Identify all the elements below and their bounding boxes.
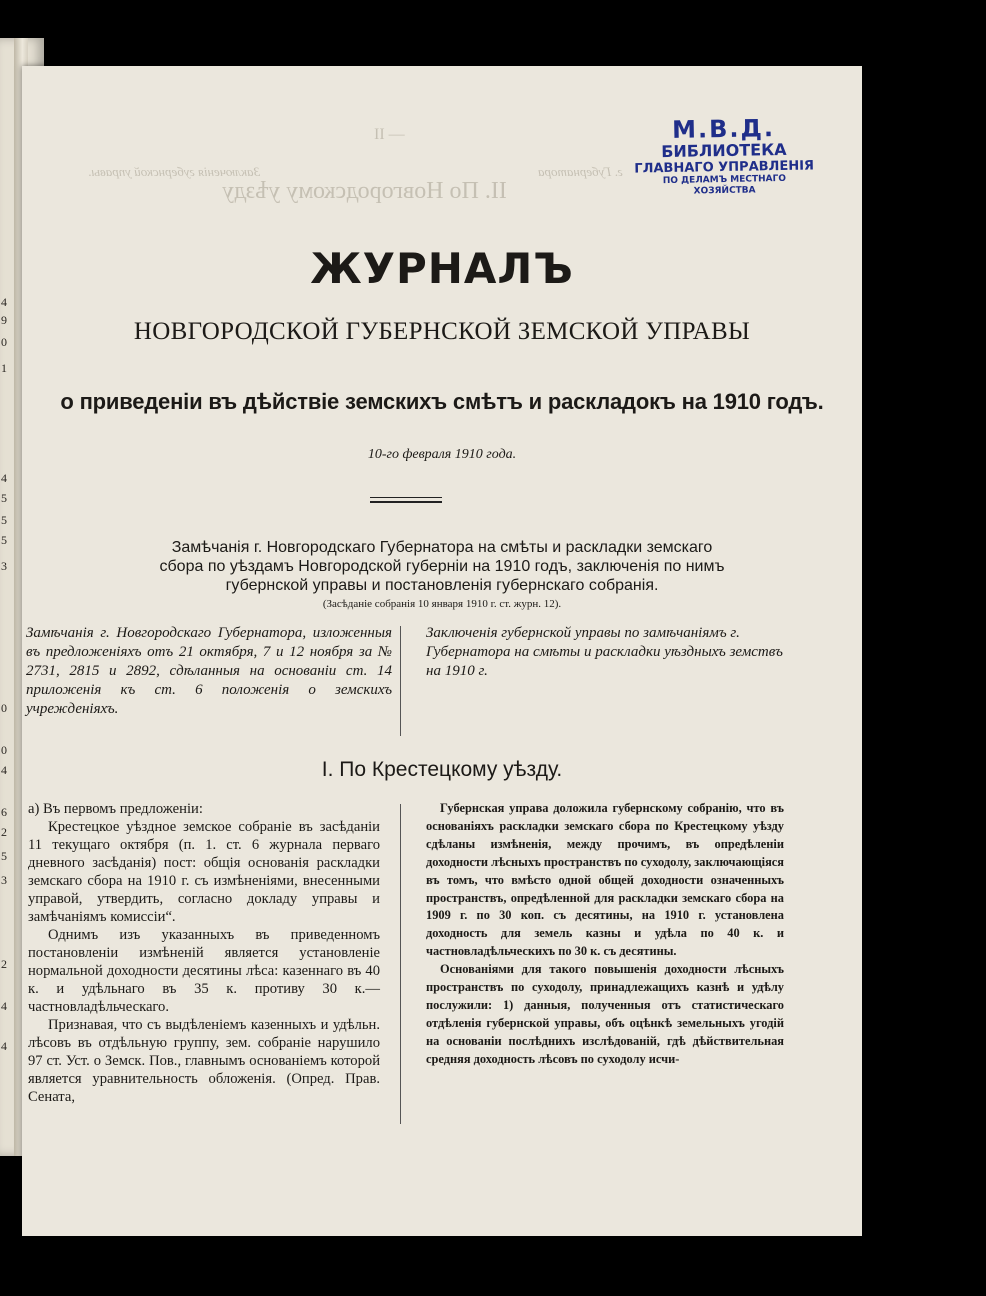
left-column-header: Замѣчанія г. Новгородскаго Губернатора, изложенныя въ предложеніяхъ отъ 21 октября, 7 и 12 ноября за № 2731, 2815 и 2892, сдѣланныя на основаніи ст. 14 приложенія къ ст. 6 положенія о земскихъ учрежденіяхъ. bbox=[26, 625, 392, 717]
remarks-line-3: губернской управы и постановленія губернскаго собранія. bbox=[225, 577, 659, 594]
right-paragraph: Основаніями для такого повышенія доходности лѣсныхъ пространствъ по суходолу, принадлежащихъ казнѣ и удѣлу послужили: 1) данныя, полученныя отъ статистическаго отдѣленія губернской управы, объ оцѣнкѣ земельныхъ угодій на основаніи послѣднихъ изслѣдованій, гдѣ дѣйствительная средняя доходность лѣсовъ по суходолу исчи- bbox=[426, 962, 784, 1066]
left-column-text bbox=[28, 800, 380, 1106]
stamp-line-3: ГЛАВНАГО УПРАВЛЕНІЯ bbox=[634, 158, 815, 177]
margin-number: 0 bbox=[1, 335, 7, 349]
margin-number: 0 bbox=[1, 701, 7, 715]
bleed-through-section: II. По Новгородскому уѣзду bbox=[222, 178, 507, 204]
margin-number: 4 bbox=[1, 999, 7, 1013]
stamp-line-4: ПО ДЕЛАМЪ МЕСТНАГО ХОЗЯЙСТВА bbox=[662, 173, 787, 197]
margin-number: 5 bbox=[1, 491, 7, 505]
left-paragraph: Признавая, что съ выдѣленіемъ казенныхъ и удѣльн. лѣсовъ въ отдѣльную группу, зем. собраніе нарушило 97 ст. Уст. о Земск. Пов., главнымъ основаніемъ которой является уравнительность обложенія. (Опред. Прав. Сената, bbox=[28, 1017, 380, 1105]
margin-number: 3 bbox=[1, 559, 7, 573]
margin-number: 4 bbox=[1, 295, 7, 309]
previous-page-margin-numbers bbox=[0, 38, 14, 1156]
column-divider-body bbox=[400, 804, 401, 1124]
margin-number: 5 bbox=[1, 533, 7, 547]
margin-number: 4 bbox=[1, 763, 7, 777]
journal-subtitle: НОВГОРОДСКОЙ ГУБЕРНСКОЙ ЗЕМСКОЙ УПРАВЫ bbox=[133, 318, 751, 345]
remarks-line-2: сбора по уѣздамъ Новгородской губерніи на 1910 годъ, заключенія по нимъ bbox=[159, 558, 725, 575]
left-paragraph: Крестецкое уѣздное земское собраніе въ засѣданіи 11 текущаго октября (п. 1. ст. 6 журнала перваго дневного засѣданія) пост: общія основанія раскладки земскаго сбора на 1910 г. съ измѣненіями, внесенными управой, утвердить, согласно докладу управы и замѣчаніямъ комиссіи“. bbox=[28, 819, 380, 925]
margin-number: 3 bbox=[1, 873, 7, 887]
margin-number: 4 bbox=[1, 1039, 7, 1053]
divider-thin bbox=[370, 497, 442, 498]
remarks-heading bbox=[22, 538, 862, 595]
session-reference: (Засѣданіе собранія 10 января 1910 г. ст. журн. 12). bbox=[322, 598, 562, 610]
right-column-header: Заключенія губернской управы по замѣчаніямъ г. Губернатора на смѣты и раскладки уѣздныхъ земствъ на 1910 г. bbox=[426, 625, 783, 679]
remarks-line-1: Замѣчанія г. Новгородскаго Губернатора на смѣты и раскладки земскаго bbox=[171, 539, 713, 556]
margin-number: 1 bbox=[1, 361, 7, 375]
left-paragraph: а) Въ первомъ предложеніи: bbox=[28, 801, 203, 817]
stamp-line-2: БИБЛИОТЕКА bbox=[661, 139, 787, 162]
document-page bbox=[22, 66, 862, 1236]
bleed-through-page-number: II — bbox=[374, 126, 405, 143]
bleed-through-right-heading: г. Губернатора bbox=[538, 164, 623, 179]
left-paragraph: Однимъ изъ указанныхъ въ приведенномъ постановленіи измѣненій является установленіе нормальной доходности десятины лѣса: казеннаго въ 40 к. и удѣльнаго въ 35 к. противу 30 к.—частновладѣльческаго. bbox=[28, 927, 380, 1015]
journal-title: ЖУРНАЛЪ bbox=[310, 244, 574, 293]
margin-number: 5 bbox=[1, 849, 7, 863]
stamp-line-1: М.В.Д. bbox=[671, 114, 776, 144]
bleed-through-left-heading: Заключенія губернской управы. bbox=[88, 164, 260, 179]
journal-topic: о приведеніи въ дѣйствіе земскихъ смѣтъ и раскладокъ на 1910 годъ. bbox=[60, 389, 824, 414]
library-stamp bbox=[633, 114, 814, 198]
right-column-text bbox=[426, 800, 784, 1069]
margin-number: 0 bbox=[1, 743, 7, 757]
margin-number: 9 bbox=[1, 313, 7, 327]
column-divider-top bbox=[400, 626, 401, 736]
margin-number: 5 bbox=[1, 513, 7, 527]
divider-thick bbox=[370, 501, 442, 503]
journal-date: 10-го февраля 1910 года. bbox=[367, 447, 517, 462]
margin-number: 2 bbox=[1, 825, 7, 839]
margin-number: 2 bbox=[1, 957, 7, 971]
margin-number: 6 bbox=[1, 805, 7, 819]
section-title: I. По Крестецкому уѣзду. bbox=[321, 758, 563, 781]
right-paragraph: Губернская управа доложила губернскому собранію, что въ основаніяхъ раскладки земскаго сбора по Крестецкому уѣзду сдѣланы измѣненія, между прочимъ, въ опредѣленіи доходности лѣсныхъ пространствъ по суходолу, заключающіяся въ томъ, что вмѣсто одной общей доходности означенныхъ пространствъ, опредѣленной для раскладки земскаго сбора на 1909 г. по 30 коп. съ десятины, на 1910 г. установлена доходность для земель казны и удѣла по 40 к. и частновладѣльческихъ по 30 к. съ десятины. bbox=[426, 801, 785, 959]
margin-number: 4 bbox=[1, 471, 7, 485]
